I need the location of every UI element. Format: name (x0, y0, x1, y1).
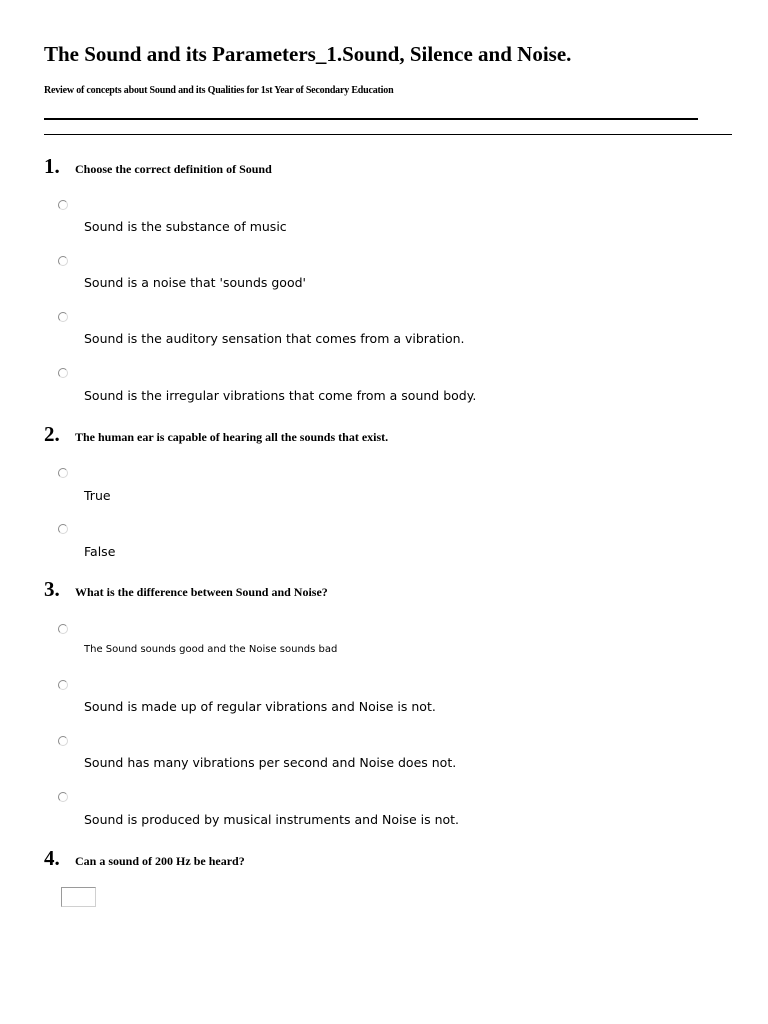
q1-option-2-label[interactable]: Sound is a noise that 'sounds good' (84, 275, 306, 290)
q1-option-4-radio[interactable] (58, 368, 68, 378)
q4-answer-input[interactable] (61, 887, 96, 907)
q3-option-2-radio[interactable] (58, 680, 68, 690)
q3-option-2-label[interactable]: Sound is made up of regular vibrations and Noise is not. (84, 699, 436, 714)
q1-option-2-radio[interactable] (58, 256, 68, 266)
question-number: 4. (44, 846, 60, 870)
q1-option-3-radio[interactable] (58, 312, 68, 322)
question-number: 2. (44, 422, 60, 446)
header-divider (44, 118, 698, 120)
q3-option-4-label[interactable]: Sound is produced by musical instruments and Noise is not. (84, 812, 460, 827)
q1-option-3-label[interactable]: Sound is the auditory sensation that comes from a vibration. (84, 331, 465, 346)
q3-option-3-label[interactable]: Sound has many vibrations per second and Noise does not. (84, 755, 457, 770)
q2-option-false-label[interactable]: False (84, 544, 116, 559)
question-number: 3. (44, 577, 60, 601)
q2-option-true-radio[interactable] (58, 468, 68, 478)
q1-option-1-radio[interactable] (58, 200, 68, 210)
q3-option-1-label[interactable]: The Sound sounds good and the Noise sounds bad (84, 644, 338, 655)
page-subtitle: Review of concepts about Sound and its Qualities for 1st Year of Secondary Education (44, 85, 394, 96)
page-title: The Sound and its Parameters_1.Sound, Silence and Noise. (44, 42, 572, 66)
question-text: The human ear is capable of hearing all the sounds that exist. (75, 430, 389, 444)
q1-option-1-label[interactable]: Sound is the substance of music (84, 219, 287, 234)
q3-option-4-radio[interactable] (58, 792, 68, 802)
q3-option-3-radio[interactable] (58, 736, 68, 746)
header-divider-thin (44, 134, 732, 135)
question-1 (44, 154, 272, 178)
question-text: Choose the correct definition of Sound (75, 162, 272, 176)
q2-option-false-radio[interactable] (58, 524, 68, 534)
question-3 (44, 577, 328, 601)
q1-option-4-label[interactable]: Sound is the irregular vibrations that come from a sound body. (84, 388, 477, 403)
question-2 (44, 422, 388, 446)
question-text: What is the difference between Sound and Noise? (75, 585, 328, 599)
question-4 (44, 846, 245, 870)
q2-option-true-label[interactable]: True (84, 488, 111, 503)
question-number: 1. (44, 154, 60, 178)
question-text: Can a sound of 200 Hz be heard? (75, 854, 245, 868)
q3-option-1-radio[interactable] (58, 624, 68, 634)
